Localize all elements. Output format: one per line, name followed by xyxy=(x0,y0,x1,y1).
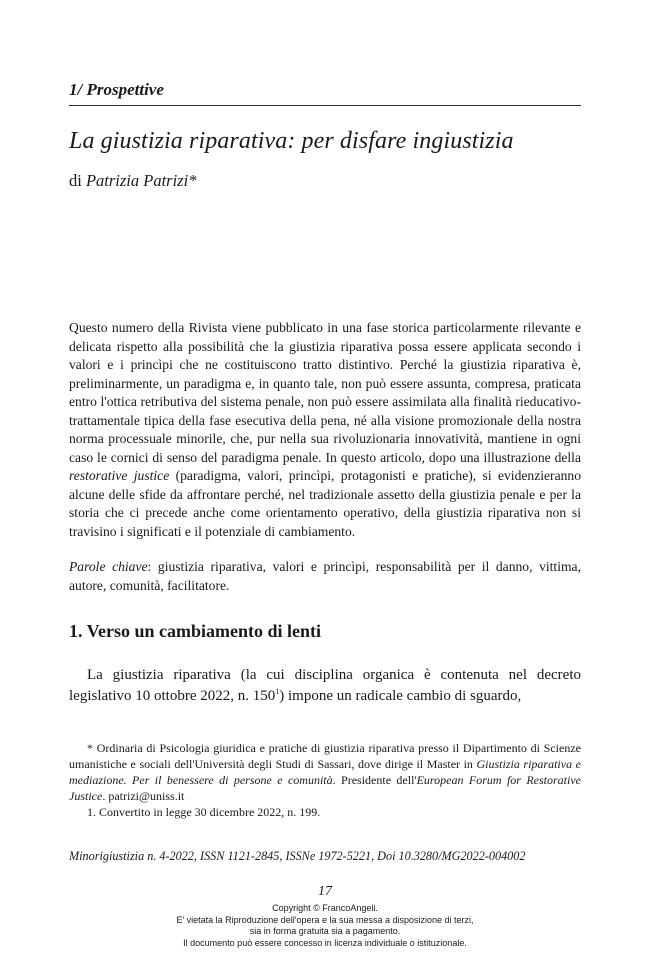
author-prefix: di xyxy=(69,171,82,190)
footnote-reference: 1 xyxy=(275,686,280,696)
page-number: 17 xyxy=(318,884,332,899)
body-part-2: ) impone un radicale cambio di sguardo, xyxy=(279,687,522,704)
footnote-star xyxy=(69,740,581,804)
footnote-star-italic-1: Giustizia riparativa e mediazione. Per il benessere di persone e comunità xyxy=(69,757,581,787)
section-heading: 1. Verso un cambiamento di lenti xyxy=(69,621,322,641)
journal-citation: Minorigiustizia n. 4-2022, ISSN 1121-2845, ISSNe 1972-5221, Doi 10.3280/MG2022-004002 xyxy=(69,849,526,863)
keywords-label: Parole chiave xyxy=(69,559,148,574)
keywords-text: : giustizia riparativa, valori e princìpi, responsabilità per il danno, vittima, autore, comunità, facilitatore. xyxy=(69,559,581,593)
copyright-notice xyxy=(0,903,650,949)
keywords xyxy=(69,558,581,595)
copyright-line: Copyright © FrancoAngeli. xyxy=(272,903,378,913)
footnote-star-part-3: . patrizi@uniss.it xyxy=(102,789,185,803)
author-name: Patrizia Patrizi* xyxy=(85,171,197,190)
header-rule xyxy=(69,105,581,106)
abstract-italic-term: restorative justice xyxy=(69,468,170,483)
article-title: La giustizia riparativa: per disfare ingiustizia xyxy=(69,128,514,154)
footnote-star-italic-2: European Forum for Restorative Justice xyxy=(69,773,581,803)
copyright-line: E' vietata la Riproduzione dell'opera e la sua messa a disposizione di terzi, xyxy=(176,914,474,925)
footnote-1: 1. Convertito in legge 30 dicembre 2022, n. 199. xyxy=(87,805,321,819)
body-paragraph xyxy=(69,665,581,706)
section-header: 1/ Prospettive xyxy=(69,80,164,99)
author-line xyxy=(69,171,196,191)
footnote-star-part-1: * Ordinaria di Psicologia giuridica e pratiche di giustizia riparativa presso il Dipartimento di Scienze umanistiche e sociali dell'Università degli Studi di Sassari, dove dirige il Master in xyxy=(69,741,581,771)
abstract-part-2: (paradigma, valori, princìpi, protagonisti e pratiche), si evidenzieranno alcune delle sfide da affrontare perché, nel tradizionale assetto della giustizia penale e per la storia che ci precede anche come orientamento operativo, della giustizia riparativa non si travisino i significati e il potenziale di cambiamento. xyxy=(69,468,581,539)
body-part-1: La giustizia riparativa (la cui disciplina organica è contenuta nel decreto legislativo 10 ottobre 2022, n. 150 xyxy=(69,667,581,704)
copyright-line: Il documento può essere concesso in licenza individuale o istituzionale. xyxy=(183,937,467,948)
copyright-line: sia in forma gratuita sia a pagamento. xyxy=(249,926,401,937)
abstract xyxy=(69,319,581,541)
footnotes xyxy=(69,740,581,820)
abstract-part-1: Questo numero della Rivista viene pubblicato in una fase storica particolarmente rilevante e delicata rispetto alla possibilità che la giustizia riparativa possa essere applicata secondo i valori e i princìpi che ne costituiscono tratto distintivo. Perché la giustizia riparativa è, preliminarmente, un paradigma e, in quanto tale, non può essere assunta, compresa, praticata entro l'ottica retributiva del sistema penale, non può essere assimilata alla finalità rieducativo-trattamentale tipica della fase esecutiva della pena, né alla visione promozionale della nostra norma processuale minorile, che, pur nella sua rivoluzionaria innovatività, mantiene in ogni caso le cornici di senso del paradigma penale. In questo articolo, dopo una illustrazione della xyxy=(69,320,581,465)
footnote-star-part-2: . Presidente dell' xyxy=(332,773,417,787)
